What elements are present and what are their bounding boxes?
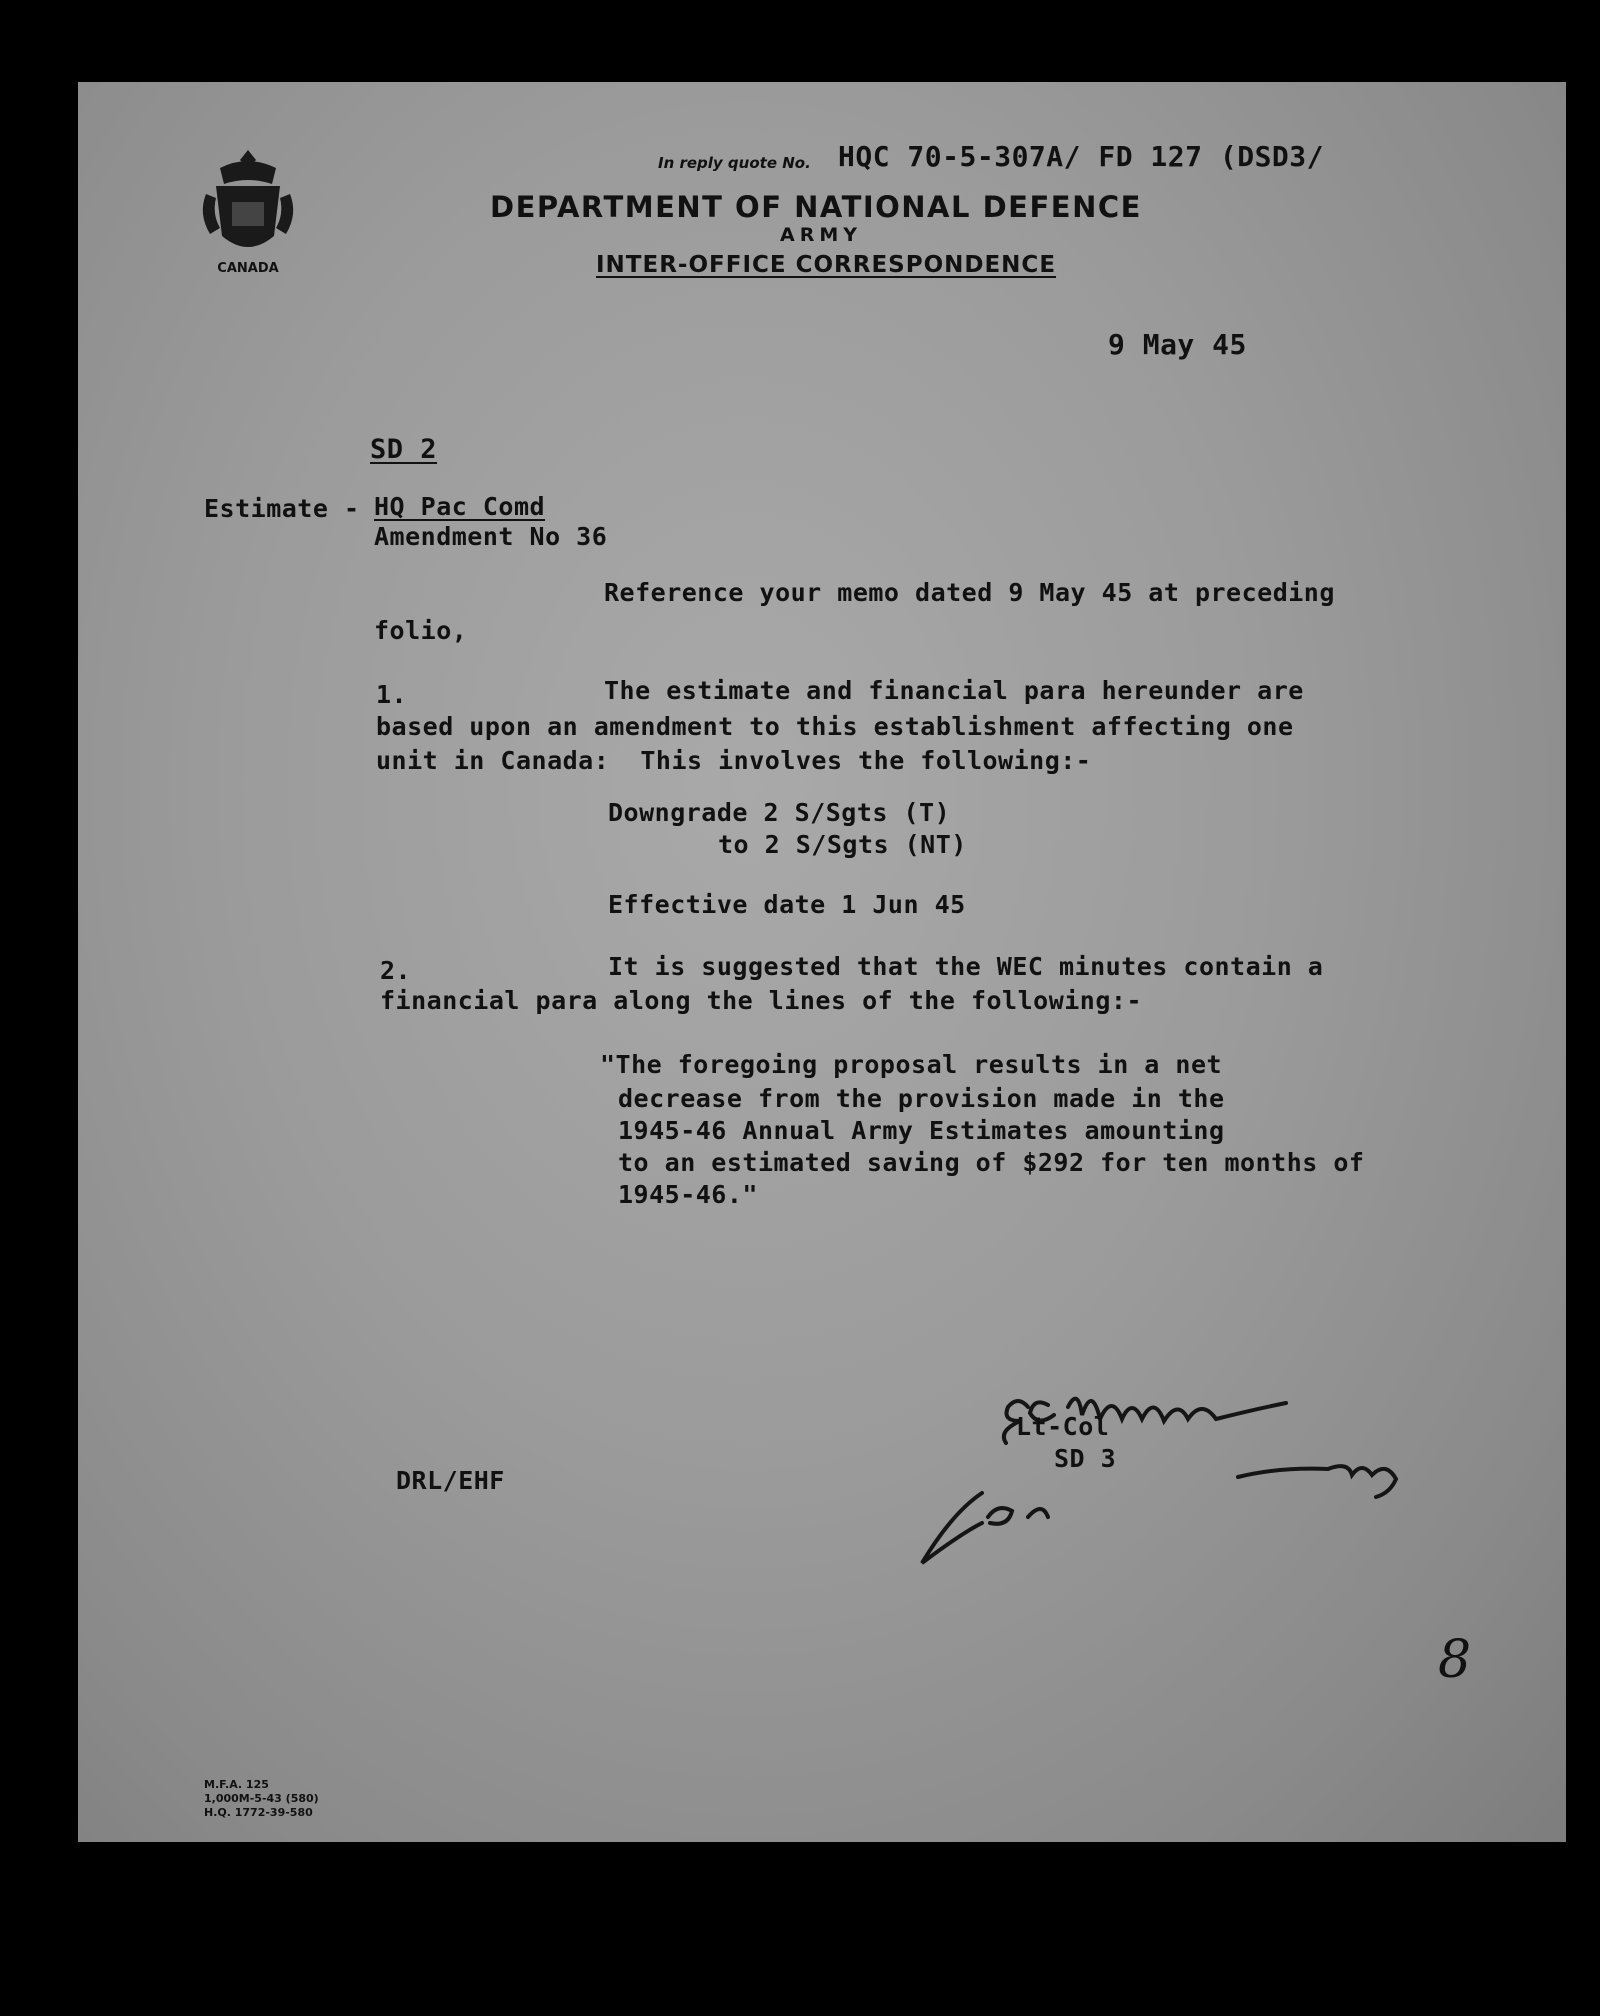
quote-line5: 1945-46." (618, 1180, 758, 1209)
reference-line1: Reference your memo dated 9 May 45 at preceding (604, 578, 1335, 607)
paragraph-1-number: 1. (376, 680, 408, 709)
effective-date: Effective date 1 Jun 45 (608, 890, 966, 919)
form-code-2: 1,000M-5-43 (580) (204, 1792, 319, 1805)
reference-line2: folio, (374, 616, 468, 645)
date: 9 May 45 (1108, 328, 1247, 361)
paragraph-2-line2: financial para along the lines of the following:- (380, 986, 1143, 1015)
canada-crest-icon (188, 142, 308, 282)
subject-prefix: Estimate - (204, 494, 360, 523)
paragraph-1-line2: based upon an amendment to this establishment affecting one (376, 712, 1294, 741)
document-page (78, 82, 1566, 1842)
subject-line1: HQ Pac Comd (374, 492, 546, 521)
downgrade-line1: Downgrade 2 S/Sgts (T) (608, 798, 951, 827)
form-code-1: M.F.A. 125 (204, 1778, 269, 1791)
department-title: DEPARTMENT OF NATIONAL DEFENCE (490, 190, 1142, 224)
paragraph-1-line3: unit in Canada: This involves the following:- (376, 746, 1092, 775)
quote-line3: 1945-46 Annual Army Estimates amounting (618, 1116, 1225, 1145)
quote-line4: to an estimated saving of $292 for ten months of (618, 1148, 1365, 1177)
paragraph-2-number: 2. (380, 956, 412, 985)
reference-initials: DRL/EHF (396, 1466, 505, 1495)
paragraph-1-line1: The estimate and financial para hereunder are (604, 676, 1304, 705)
quote-line1: "The foregoing proposal results in a net (600, 1050, 1223, 1079)
signatory-rank: Lt-Col (1016, 1412, 1110, 1441)
addressee: SD 2 (370, 434, 438, 465)
file-number: HQC 70-5-307A/ FD 127 (DSD3/ (838, 140, 1325, 173)
subject-line2: Amendment No 36 (374, 522, 608, 551)
paragraph-2-line1: It is suggested that the WEC minutes contain a (608, 952, 1324, 981)
svg-text:CANADA: CANADA (217, 261, 279, 276)
form-code-3: H.Q. 1772-39-580 (204, 1806, 313, 1819)
document-type: INTER-OFFICE CORRESPONDENCE (596, 252, 1057, 278)
quote-line2: decrease from the provision made in the (618, 1084, 1225, 1113)
signatory-office: SD 3 (1054, 1444, 1117, 1473)
reply-quote-label: In reply quote No. (658, 154, 811, 172)
branch-title: ARMY (780, 224, 863, 246)
folio-number: 8 (1438, 1630, 1472, 1690)
downgrade-line2: to 2 S/Sgts (NT) (718, 830, 967, 859)
handwritten-signature (878, 1367, 1518, 1607)
